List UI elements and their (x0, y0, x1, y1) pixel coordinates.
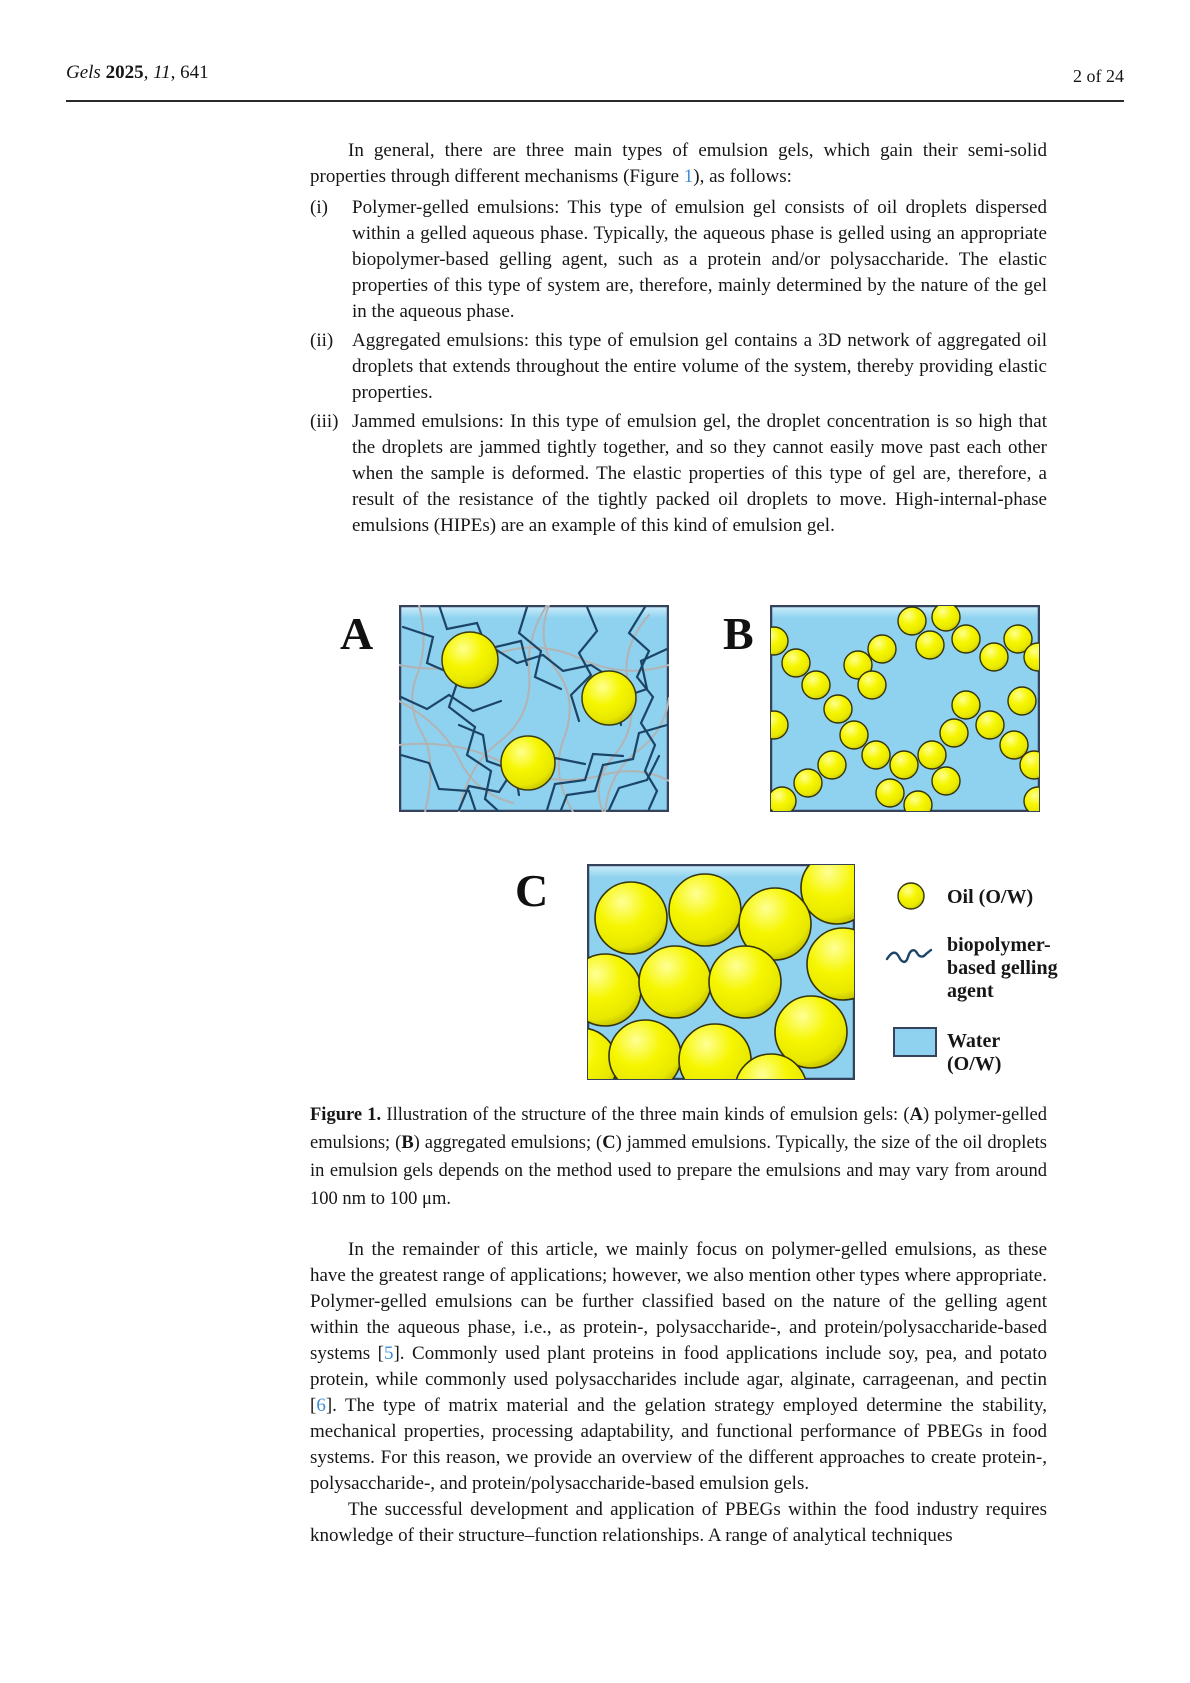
panel-c-label: C (515, 865, 549, 916)
page-number: 2 of 24 (1073, 66, 1124, 86)
reference-5-link[interactable]: 5 (383, 1343, 394, 1364)
oil-droplet-icon (896, 881, 926, 911)
caption-label: Figure 1. (310, 1105, 382, 1125)
panel-a-label: A (340, 608, 374, 659)
panel-b-aggregated-illustration (770, 605, 1040, 812)
reference-6-link[interactable]: 6 (316, 1395, 326, 1416)
journal-citation: Gels 2025, 11, 641 (66, 62, 209, 83)
header-rule (66, 100, 1124, 102)
emulsion-type-list (310, 195, 1047, 539)
legend-biopolymer-label: biopolymer- based gelling agent (947, 934, 1058, 1002)
list-item-text: Aggregated emulsions: this type of emulsion gel contains a 3D network of aggregated oil droplets that extends throughout the entire volume of the system, thereby providing elastic properties. (352, 330, 1047, 403)
article-number: , 641 (170, 62, 209, 83)
legend-oil-label: Oil (O/W) (947, 886, 1034, 908)
list-marker: (i) (310, 197, 328, 218)
remainder-paragraph: In the remainder of this article, we mainly focus on polymer-gelled emulsions, as these have the greatest range of applications; however, we also mention other types where appropriate. Polymer-gelled emulsions can be further classified based on the nature of the gelling agent within the aqueous phase, i.e., as protein-, polysaccharide-, and protein/polysaccharide-based systems [5]. Commonly used plant proteins in food applications include soy, pea, and potato protein, while commonly used polysaccharides include agar, alginate, carrageenan, and pectin [6]. The type of matrix material and the gelation strategy employed determine the stability, mechanical properties, processing adaptability, and functional performance of PBEGs in food systems. For this reason, we provide an overview of the different approaches to create protein-, polysaccharide-, and protein/polysaccharide-based emulsion gels. (310, 1239, 1047, 1494)
development-paragraph: The successful development and application of PBEGs within the food industry requires knowledge of their structure–function relationships. A range of analytical techniques (310, 1499, 1047, 1546)
list-item-text: Jammed emulsions: In this type of emulsion gel, the droplet concentration is so high that the droplets are jammed tightly together, and so they cannot easily move past each other when the sample is deformed. The elastic properties of this type of gel are, therefore, a result of the resistance of the tightly packed oil droplets to move. High-internal-phase emulsions (HIPEs) are an example of this kind of emulsion gel. (352, 411, 1047, 536)
jammed-oil-droplets (587, 864, 855, 1080)
list-item (310, 328, 1047, 406)
list-marker: (ii) (310, 330, 334, 351)
figure-1-caption: Figure 1. Illustration of the structure of the three main kinds of emulsion gels: (A) polymer-gelled emulsions; (B) aggregated emulsions; (C) jammed emulsions. Typically, the size of the oil droplets in emulsion gels depends on the method used to prepare the emulsions and may vary from around 100 nm to 100 μm. (310, 1105, 1047, 1209)
list-item (310, 195, 1047, 325)
panel-a-polymer-gelled-illustration (399, 605, 669, 812)
journal-name: Gels (66, 62, 101, 83)
biopolymer-squiggle-icon (884, 943, 934, 971)
panel-c-jammed-illustration (587, 864, 855, 1080)
list-item (310, 409, 1047, 539)
figure-1 (310, 553, 1058, 1093)
body-column (310, 138, 1058, 1549)
legend-water-label: Water (O/W) (947, 1030, 1002, 1075)
list-item-text: Polymer-gelled emulsions: This type of emulsion gel consists of oil droplets dispersed within a gelled aqueous phase. Typically, the aqueous phase is gelled using an appropriate biopolymer-based gelling agent, such as a protein and/or polysaccharide. The elastic properties of this type of system are, therefore, mainly determined by the nature of the gel in the aqueous phase. (352, 197, 1047, 322)
panel-b-label: B (723, 608, 754, 659)
figure-1-link[interactable]: 1 (683, 166, 694, 187)
journal-volume: 11 (153, 62, 171, 83)
intro-paragraph: In general, there are three main types of emulsion gels, which gain their semi-solid properties through different mechanisms (Figure 1), as follows: (310, 140, 1047, 187)
journal-year: 2025 (105, 62, 144, 83)
water-swatch-icon (893, 1027, 937, 1057)
list-marker: (iii) (310, 411, 339, 432)
